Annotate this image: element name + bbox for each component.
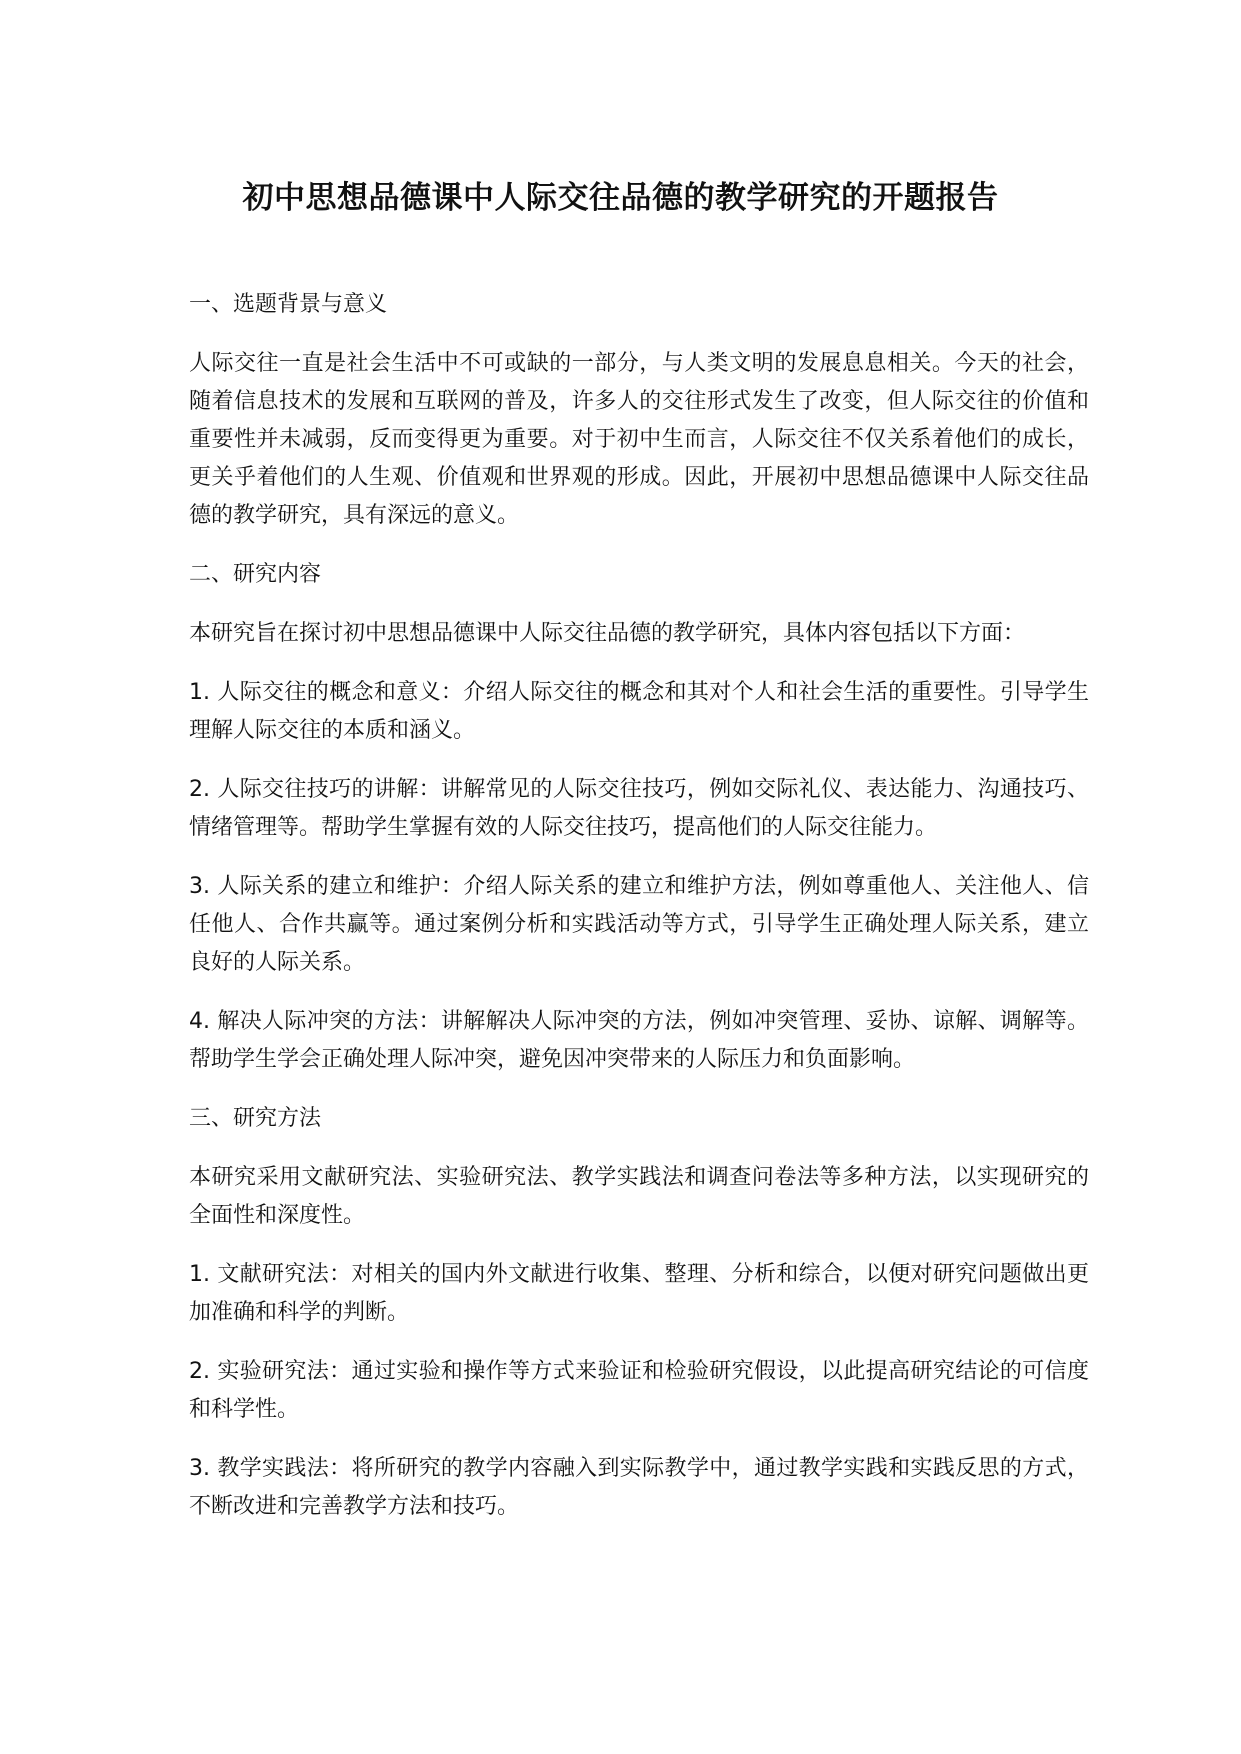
list-item-method-1: 1. 文献研究法：对相关的国内外文献进行收集、整理、分析和综合，以便对研究问题做出更加准确和科学的判断。 [189, 1262, 1089, 1325]
section-heading-background: 一、选题背景与意义 [189, 292, 388, 317]
paragraph-background: 人际交往一直是社会生活中不可或缺的一部分，与人类文明的发展息息相关。今天的社会，随着信息技术的发展和互联网的普及，许多人的交往形式发生了改变，但人际交往的价值和重要性并未减弱，反而变得更为重要。对于初中生而言，人际交往不仅关系着他们的成长，更关乎着他们的人生观、价值观和世界观的形成。因此，开展初中思想品德课中人际交往品德的教学研究，具有深远的意义。 [189, 351, 1089, 528]
paragraph-methods-intro: 本研究采用文献研究法、实验研究法、教学实践法和调查问卷法等多种方法，以实现研究的全面性和深度性。 [189, 1165, 1089, 1228]
list-item-content-2: 2. 人际交往技巧的讲解：讲解常见的人际交往技巧，例如交际礼仪、表达能力、沟通技巧、情绪管理等。帮助学生掌握有效的人际交往技巧，提高他们的人际交往能力。 [189, 777, 1089, 840]
list-item-content-1: 1. 人际交往的概念和意义：介绍人际交往的概念和其对个人和社会生活的重要性。引导学生理解人际交往的本质和涵义。 [189, 680, 1089, 743]
section-heading-content: 二、研究内容 [189, 562, 322, 587]
list-item-content-4: 4. 解决人际冲突的方法：讲解解决人际冲突的方法，例如冲突管理、妥协、谅解、调解等。帮助学生学会正确处理人际冲突，避免因冲突带来的人际压力和负面影响。 [189, 1009, 1089, 1072]
paragraph-content-intro: 本研究旨在探讨初中思想品德课中人际交往品德的教学研究，具体内容包括以下方面： [189, 621, 1026, 646]
list-item-method-3: 3. 教学实践法：将所研究的教学内容融入到实际教学中，通过教学实践和实践反思的方式，不断改进和完善教学方法和技巧。 [189, 1456, 1089, 1519]
list-item-content-3: 3. 人际关系的建立和维护：介绍人际关系的建立和维护方法，例如尊重他人、关注他人、信任他人、合作共赢等。通过案例分析和实践活动等方式，引导学生正确处理人际关系，建立良好的人际关系。 [189, 874, 1089, 975]
document-title: 初中思想品德课中人际交往品德的教学研究的开题报告 [242, 180, 999, 216]
list-item-method-2: 2. 实验研究法：通过实验和操作等方式来验证和检验研究假设，以此提高研究结论的可信度和科学性。 [189, 1359, 1089, 1422]
section-heading-methods: 三、研究方法 [189, 1106, 322, 1131]
document-body [189, 286, 1089, 1547]
